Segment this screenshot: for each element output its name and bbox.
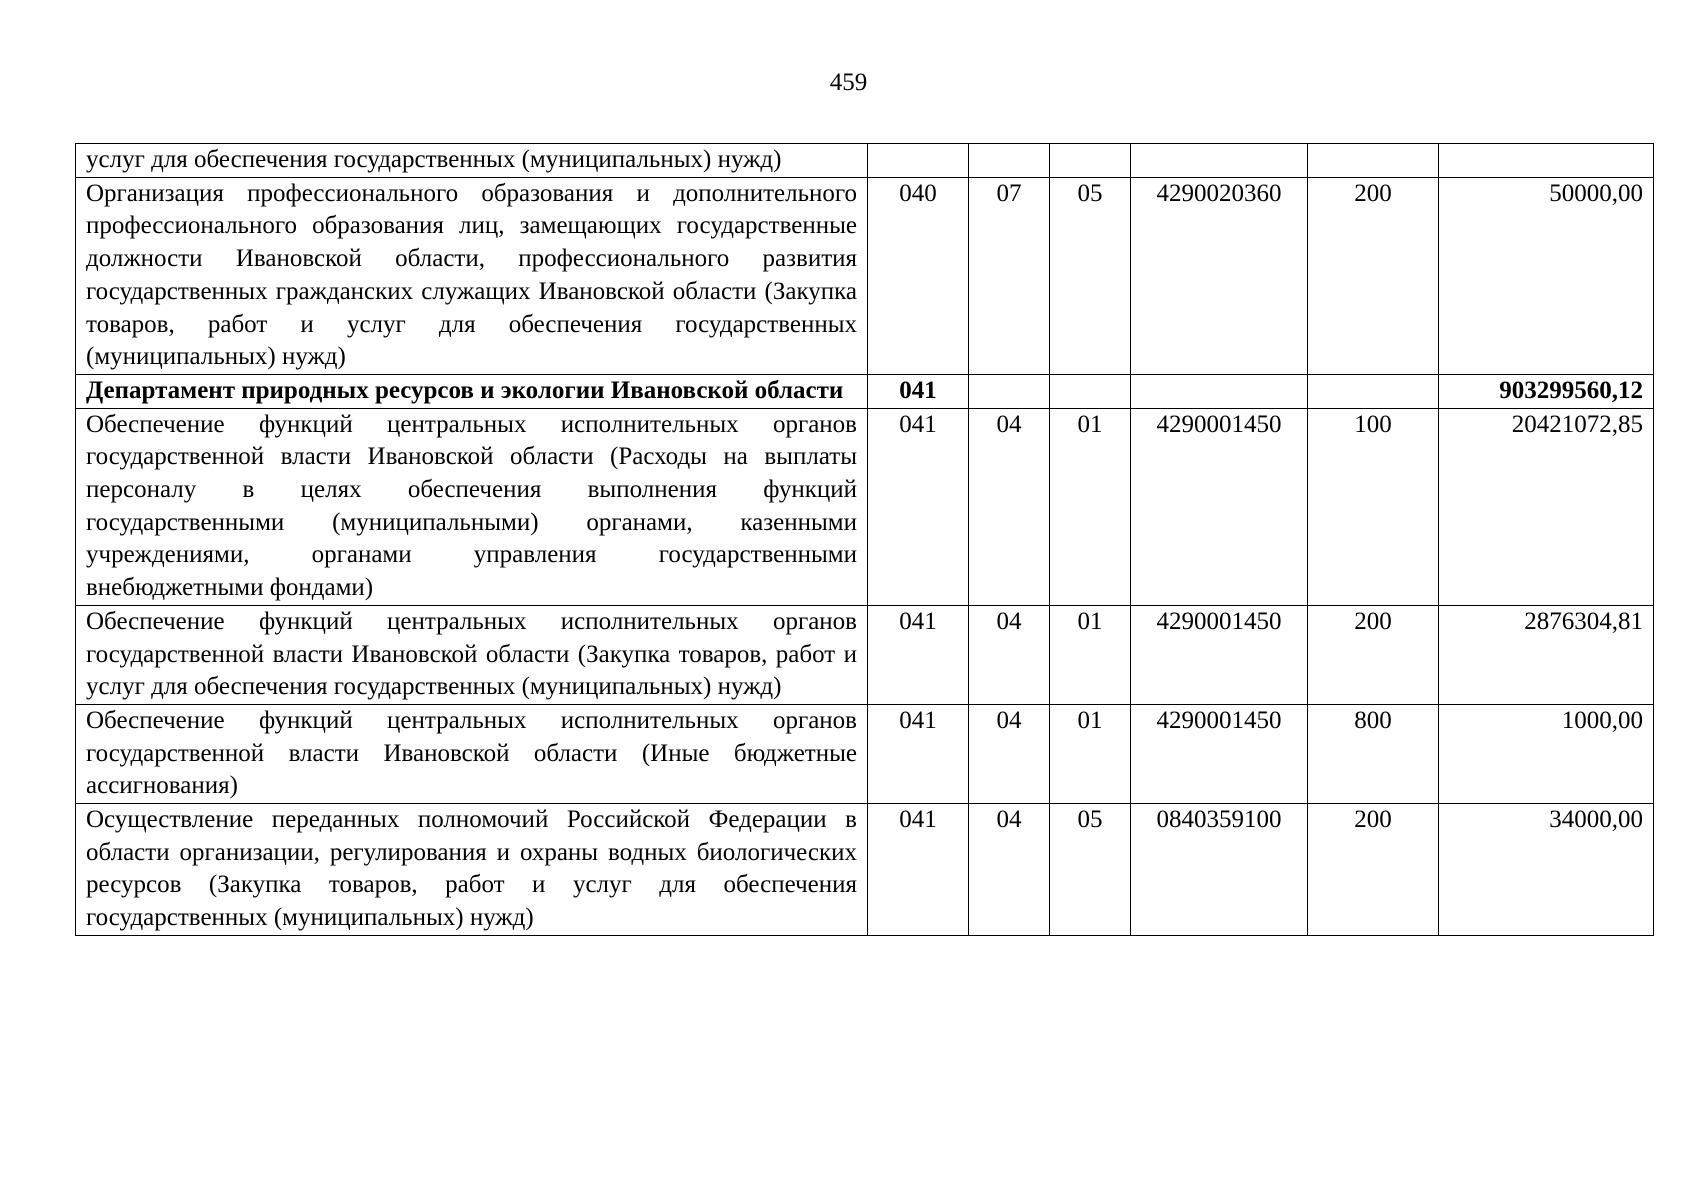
budget-table (75, 143, 1654, 936)
row-rz (969, 144, 1050, 178)
row-ved: 041 (868, 704, 969, 803)
row-rz: 04 (969, 408, 1050, 605)
row-pr: 01 (1050, 408, 1131, 605)
row-sum (1439, 144, 1654, 178)
row-rz: 07 (969, 177, 1050, 374)
row-csr: 4290001450 (1131, 704, 1308, 803)
row-rz (969, 374, 1050, 408)
row-rz: 04 (969, 704, 1050, 803)
row-csr: 0840359100 (1131, 804, 1308, 936)
row-sum: 50000,00 (1439, 177, 1654, 374)
row-pr (1050, 374, 1131, 408)
row-sum: 1000,00 (1439, 704, 1654, 803)
row-vr: 100 (1308, 408, 1439, 605)
row-sum: 34000,00 (1439, 804, 1654, 936)
row-vr: 200 (1308, 605, 1439, 704)
row-name: Обеспечение функций центральных исполнительных органов государственной власти Ивановской области (Иные бюджетные ассигнования) (76, 704, 868, 803)
row-vr (1308, 374, 1439, 408)
row-rz: 04 (969, 804, 1050, 936)
row-sum: 2876304,81 (1439, 605, 1654, 704)
row-name: услуг для обеспечения государственных (муниципальных) нужд) (76, 144, 868, 178)
row-pr: 05 (1050, 804, 1131, 936)
row-vr: 800 (1308, 704, 1439, 803)
row-name: Обеспечение функций центральных исполнительных органов государственной власти Ивановской области (Расходы на выплаты персоналу в целях обеспечения выполнения функций государственными (муниципальными) органами, казенными учреждениями, органами управления государственными внебюджетными фондами) (76, 408, 868, 605)
row-csr (1131, 144, 1308, 178)
table-row-department (76, 374, 1654, 408)
row-pr (1050, 144, 1131, 178)
row-ved: 041 (868, 408, 969, 605)
table-row (76, 177, 1654, 374)
table-row (76, 804, 1654, 936)
table-row (76, 408, 1654, 605)
row-name: Департамент природных ресурсов и экологии Ивановской области (76, 374, 868, 408)
row-vr (1308, 144, 1439, 178)
row-name: Осуществление переданных полномочий Российской Федерации в области организации, регулирования и охраны водных биологических ресурсов (Закупка товаров, работ и услуг для обеспечения государственных (муниципальных) нужд) (76, 804, 868, 936)
row-ved: 041 (868, 374, 969, 408)
row-vr: 200 (1308, 804, 1439, 936)
table-row (76, 144, 1654, 178)
row-csr: 4290001450 (1131, 605, 1308, 704)
table-row (76, 605, 1654, 704)
row-name: Обеспечение функций центральных исполнительных органов государственной власти Ивановской области (Закупка товаров, работ и услуг для обеспечения государственных (муниципальных) нужд) (76, 605, 868, 704)
row-name: Организация профессионального образования и дополнительного профессионального образования лиц, замещающих государственные должности Ивановской области, профессионального развития государственных гражданских служащих Ивановской области (Закупка товаров, работ и услуг для обеспечения государственных (муниципальных) нужд) (76, 177, 868, 374)
row-pr: 05 (1050, 177, 1131, 374)
row-ved: 041 (868, 605, 969, 704)
row-sum: 903299560,12 (1439, 374, 1654, 408)
row-pr: 01 (1050, 605, 1131, 704)
row-ved (868, 144, 969, 178)
table-row (76, 704, 1654, 803)
page-number: 459 (829, 69, 868, 96)
row-csr: 4290020360 (1131, 177, 1308, 374)
row-ved: 041 (868, 804, 969, 936)
row-vr: 200 (1308, 177, 1439, 374)
row-pr: 01 (1050, 704, 1131, 803)
row-sum: 20421072,85 (1439, 408, 1654, 605)
row-rz: 04 (969, 605, 1050, 704)
row-csr (1131, 374, 1308, 408)
row-csr: 4290001450 (1131, 408, 1308, 605)
row-ved: 040 (868, 177, 969, 374)
